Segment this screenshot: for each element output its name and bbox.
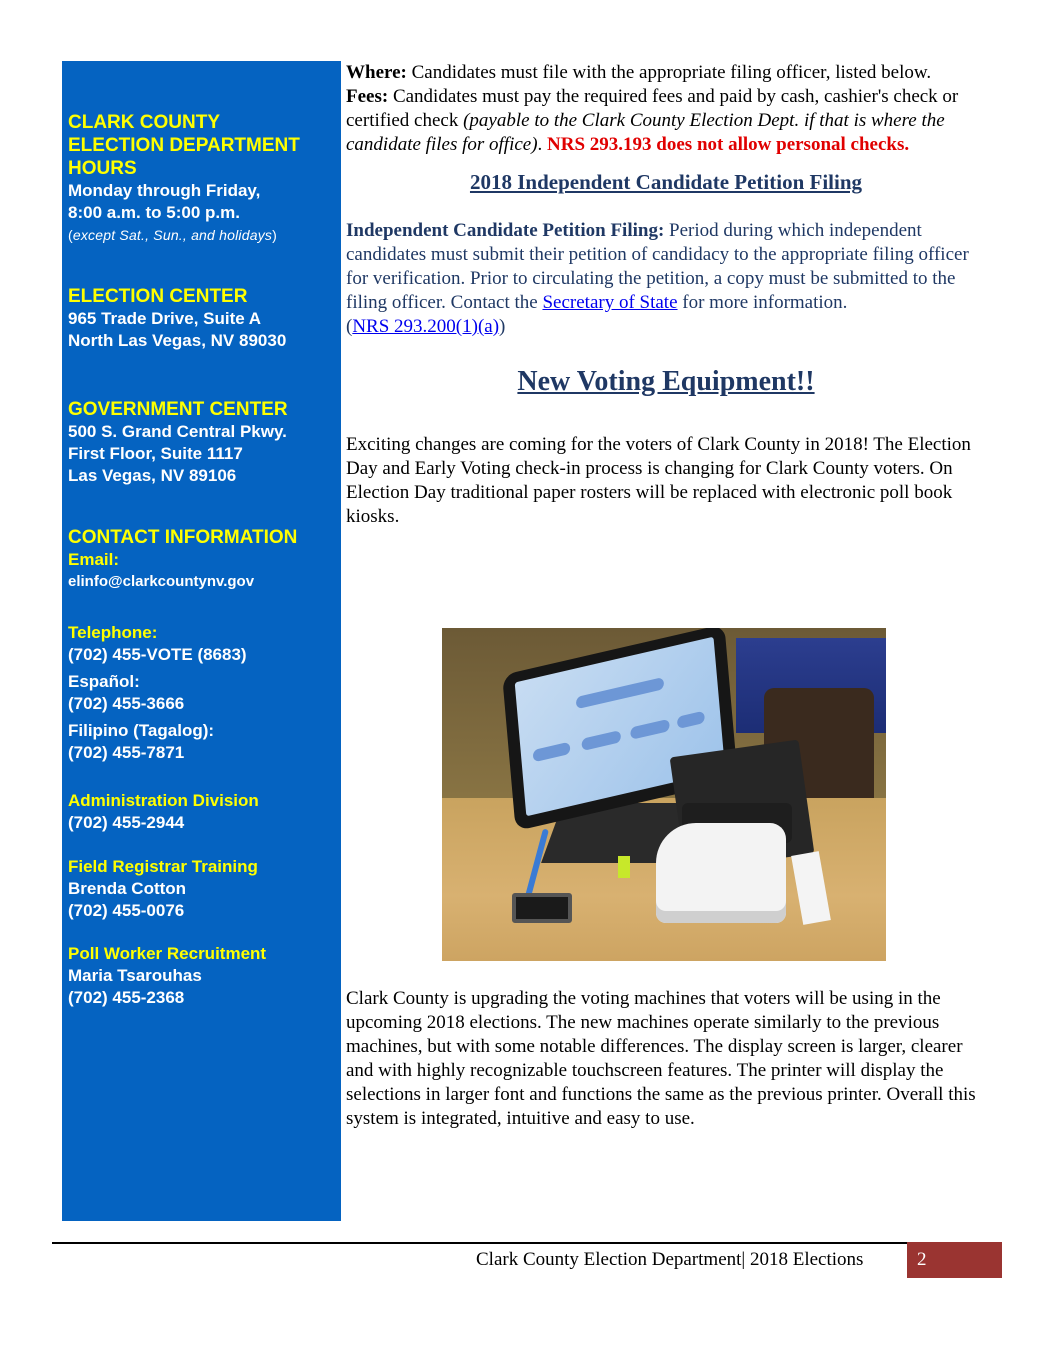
main-content [346, 61, 986, 529]
petition-label: Independent Candidate Petition Filing: [346, 220, 665, 241]
where-label: Where: [346, 62, 407, 83]
telephone-section [68, 622, 337, 764]
petition-paragraph: Independent Candidate Petition Filing: Period during which independent candidates must submit their petition of candidacy to the appropriate filing officer for verification. Prior to circulating the petition, a copy must be submitted to the filing officer. Contact the Secretary of State for more information. [346, 220, 969, 313]
telephone-number: (702) 455-VOTE (8683) [68, 645, 247, 664]
nrs-293-200-link[interactable]: NRS 293.200(1)(a) [352, 316, 500, 337]
election-center-address-1: 965 Trade Drive, Suite A [68, 309, 262, 328]
filipino-label: Filipino (Tagalog): [68, 721, 215, 740]
nrs-reference: (NRS 293.200(1)(a)) [346, 316, 506, 337]
hours-section [68, 111, 337, 246]
new-voting-equipment-title: New Voting Equipment!! [517, 366, 815, 397]
fees-label: Fees: [346, 86, 389, 107]
footer-text: Clark County Election Department| 2018 Elections [476, 1249, 864, 1270]
petition-section-title: 2018 Independent Candidate Petition Filing [469, 170, 863, 194]
secretary-of-state-link[interactable]: Secretary of State [542, 292, 678, 313]
email-label: Email: [68, 550, 120, 569]
field-registrar-heading: Field Registrar Training [68, 857, 258, 876]
poll-worker-name: Maria Tsarouhas [68, 966, 202, 985]
receipt-printer [656, 823, 786, 923]
administration-heading: Administration Division [68, 791, 259, 810]
page-number: 2 [907, 1242, 1002, 1278]
election-center-address-2: North Las Vegas, NV 89030 [68, 331, 287, 350]
filipino-number: (702) 455-7871 [68, 743, 185, 762]
government-center-section [68, 398, 337, 487]
administration-section [68, 790, 337, 834]
poll-worker-phone: (702) 455-2368 [68, 988, 185, 1007]
telephone-label: Telephone: [68, 623, 158, 642]
poll-book-kiosk-photo [442, 628, 886, 961]
fees-warning: NRS 293.193 does not allow personal checks. [542, 134, 910, 155]
espanol-label: Español: [68, 672, 140, 691]
fees-paragraph: Fees: Candidates must pay the required fees and paid by cash, cashier's check or certified check (payable to the Clark County Election Dept. if that is where the candidate files for office). NRS 293.193 does not allow personal checks. [346, 86, 959, 155]
email-address-link[interactable]: elinfo@clarkcountynv.gov [68, 573, 255, 590]
hours-time: 8:00 a.m. to 5:00 p.m. [68, 203, 240, 222]
equipment-intro-paragraph: Exciting changes are coming for the voters of Clark County in 2018! The Election Day and Early Voting check-in process is changing for Clark County voters. On Election Day traditional paper rosters will be replaced with electronic poll book kiosks. [346, 434, 971, 527]
hours-days: Monday through Friday, [68, 181, 261, 200]
hours-heading-1: CLARK COUNTY [68, 112, 220, 133]
election-center-section [68, 285, 337, 352]
poll-worker-heading: Poll Worker Recruitment [68, 944, 267, 963]
administration-phone: (702) 455-2944 [68, 813, 185, 832]
government-center-heading: GOVERNMENT CENTER [68, 399, 288, 420]
election-center-heading: ELECTION CENTER [68, 286, 248, 307]
government-center-address-1: 500 S. Grand Central Pkwy. [68, 422, 287, 441]
equipment-upgrade-paragraph: Clark County is upgrading the voting machines that voters will be using in the upcoming 2018 elections. The new machines operate similarly to the previous machines, but with some notable differences. The display screen is larger, clearer and with highly recognizable touchscreen features. The printer will display the selections in larger font and functions the same as the previous printer. Overall this system is integrated, intuitive and easy to use. [346, 988, 976, 1129]
government-center-address-3: Las Vegas, NV 89106 [68, 466, 237, 485]
poll-worker-section [68, 943, 337, 1009]
hours-exceptions: (except Sat., Sun., and holidays) [68, 227, 277, 243]
espanol-number: (702) 455-3666 [68, 694, 185, 713]
field-registrar-section [68, 856, 337, 922]
field-registrar-phone: (702) 455-0076 [68, 901, 185, 920]
hours-heading-2: ELECTION DEPARTMENT [68, 135, 300, 156]
contact-sidebar [62, 61, 341, 1221]
hours-heading-3: HOURS [68, 158, 137, 179]
where-paragraph: Where: Candidates must file with the appropriate filing officer, listed below. [346, 62, 932, 83]
footer-divider [52, 1242, 907, 1244]
contact-heading: CONTACT INFORMATION [68, 527, 298, 548]
contact-section [68, 526, 337, 593]
field-registrar-name: Brenda Cotton [68, 879, 187, 898]
government-center-address-2: First Floor, Suite 1117 [68, 444, 243, 463]
